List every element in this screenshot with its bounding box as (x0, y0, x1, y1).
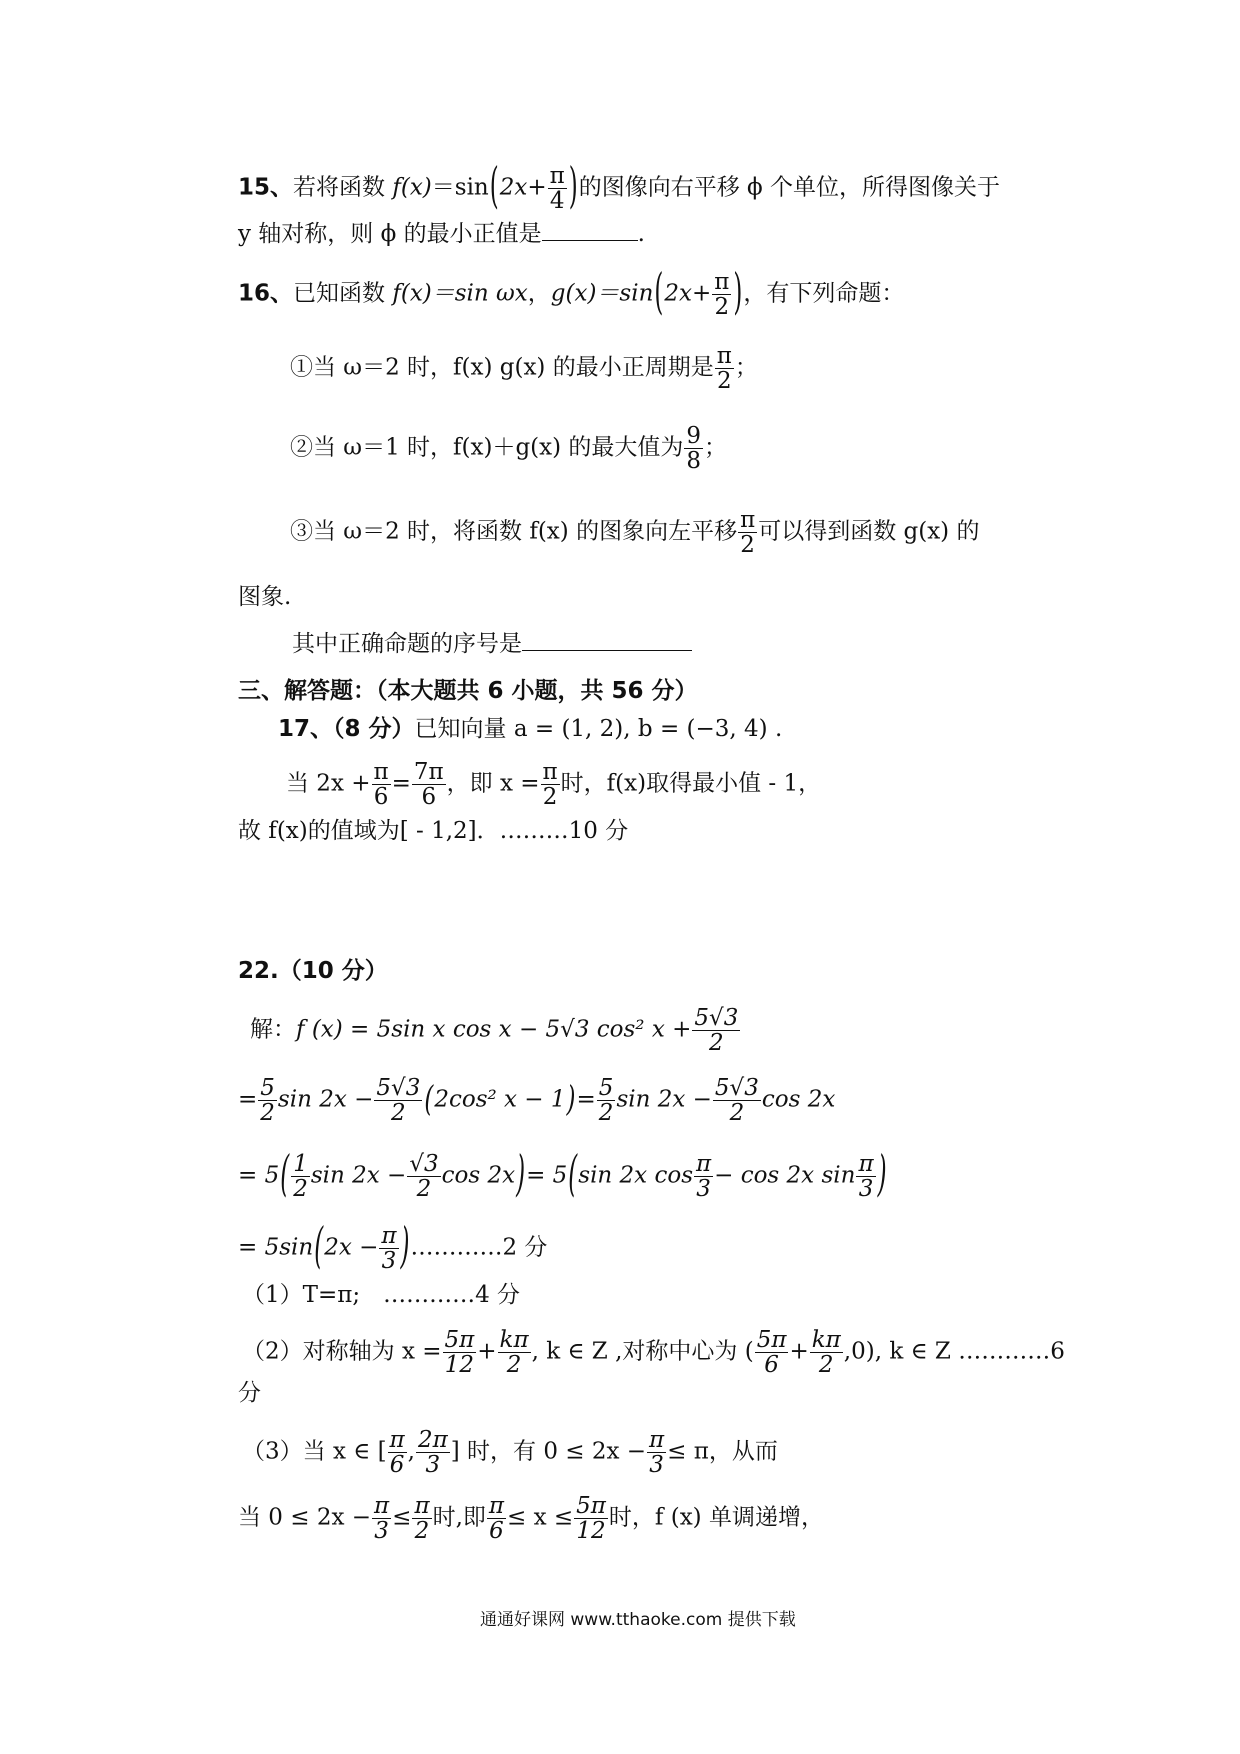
q15-line2: y 轴对称，则 ϕ 的最小正值是 . (238, 221, 645, 247)
fraction: $\frac{\pi}{2}$ (542, 759, 558, 811)
fraction: $\frac{5√3}{2}$ (714, 1075, 759, 1127)
fraction: $\frac{5\pi}{12}$ (576, 1493, 606, 1545)
fraction: $\frac{k\pi}{2}$ (811, 1327, 841, 1379)
fraction: $\frac{\pi}{6}$ (373, 759, 389, 811)
q16-line1: 16、已知函数 f(x)＝sin ωx，g(x)＝sin(2x+ $\frac{\pi}{2}$ )，有下列命题： (238, 266, 905, 321)
q22-number: 22.（10 分） (238, 958, 388, 984)
q17-line: 17、（8 分）已知向量 a = (1, 2), b = (−3, 4) . (278, 716, 783, 742)
fraction: $\frac{\pi}{2}$ (414, 1493, 430, 1545)
fraction: $\frac{\pi}{6}$ (488, 1493, 504, 1545)
q22-part2: （2）对称轴为 x = $\frac{5\pi}{12}$ + $\frac{k\pi}{2}$ , k ∈ Z ,对称中心为 ( $\frac{5\pi}{6}$ + $\frac{k\pi}{2}$ ,0), k ∈ Z …………6 (242, 1327, 1065, 1379)
q15-line1: 15、若将函数 f(x)＝sin(2x+ $\frac{\pi}{4}$ )的图像向右平移 ϕ 个单位，所得图像关于 (238, 160, 1001, 215)
q22-step4: = 5sin(2x − $\frac{\pi}{3}$ )…………2 分 (238, 1220, 548, 1275)
q22-part2-cont: 分 (238, 1380, 261, 1406)
fraction: $\frac{\pi}{4}$ (549, 163, 565, 215)
fraction: $\frac{\pi}{3}$ (696, 1151, 712, 1203)
q17-number: 17、（8 分） (278, 716, 415, 742)
fraction: $\frac{\pi}{2}$ (714, 269, 730, 321)
fraction: $\frac{5}{2}$ (598, 1075, 614, 1127)
page-footer: 通通好课网 www.tthaoke.com 提供下载 (480, 1610, 796, 1630)
fraction: $\frac{k\pi}{2}$ (499, 1327, 529, 1379)
q15-number: 15、 (238, 174, 294, 201)
fraction: $\frac{9}{8}$ (686, 423, 702, 475)
q22-part1: （1）T=π; …………4 分 (242, 1282, 521, 1308)
fraction: $\frac{7\pi}{6}$ (413, 759, 444, 811)
fraction: $\frac{\pi}{3}$ (858, 1151, 874, 1203)
fraction: $\frac{2\pi}{3}$ (417, 1427, 448, 1479)
q16-answer-prompt: 其中正确命题的序号是 (292, 632, 692, 656)
fraction: $\frac{5√3}{2}$ (376, 1075, 421, 1127)
q16-proposition-3: ③当 ω＝2 时，将函数 f(x) 的图象向左平移 $\frac{\pi}{2}$ 可以得到函数 g(x) 的 (290, 507, 980, 559)
q22-step1: 解：f (x) = 5sin x cos x − 5√3 cos² x + $\frac{5√3}{2}$ (250, 1005, 739, 1057)
fraction: $\frac{5}{2}$ (260, 1075, 275, 1127)
q22-step2: = $\frac{5}{2}$ sin 2x − $\frac{5√3}{2}$ (2cos² x − 1)= $\frac{5}{2}$ sin 2x − $\frac{5√3}{2}$ cos 2x (238, 1075, 836, 1127)
fraction: $\frac{\pi}{6}$ (389, 1427, 405, 1479)
fraction: $\frac{\pi}{2}$ (740, 507, 756, 559)
fraction: $\frac{1}{2}$ (293, 1151, 308, 1203)
fraction: $\frac{5√3}{2}$ (694, 1005, 739, 1057)
fraction: $\frac{\pi}{3}$ (381, 1223, 397, 1275)
q16-proposition-2: ②当 ω＝1 时，f(x)＋g(x) 的最大值为 $\frac{9}{8}$ ； (290, 423, 728, 475)
fraction: $\frac{5\pi}{6}$ (756, 1327, 787, 1379)
fragment-line1: 当 2x + $\frac{\pi}{6}$ = $\frac{7\pi}{6}$ ，即 x = $\frac{\pi}{2}$ 时，f(x)取得最小值 - 1， (286, 759, 822, 811)
q16-proposition-3-cont: 图象. (238, 584, 292, 610)
fraction: $\frac{5\pi}{12}$ (444, 1327, 475, 1379)
q22-part3: （3）当 x ∈ [ $\frac{\pi}{6}$ , $\frac{2\pi}{3}$ ] 时，有 0 ≤ 2x − $\frac{\pi}{3}$ ≤ π，从而 (242, 1427, 778, 1479)
q16-proposition-1: ①当 ω＝2 时，f(x) g(x) 的最小正周期是 $\frac{\pi}{2}$ ； (290, 343, 758, 395)
q16-number: 16、 (238, 280, 294, 307)
answer-blank (542, 222, 638, 241)
fraction: $\frac{√3}{2}$ (409, 1151, 439, 1203)
fraction: $\frac{\pi}{2}$ (716, 343, 732, 395)
fragment-line2: 故 f(x)的值域为[ - 1,2]．………10 分 (238, 818, 629, 844)
q22-step3: = 5( $\frac{1}{2}$ sin 2x − $\frac{√3}{2}$ cos 2x)= 5(sin 2x cos $\frac{\pi}{3}$ − cos 2x sin $\frac{\pi}{3}$ ) (238, 1148, 887, 1203)
answer-blank (522, 632, 692, 651)
fraction: $\frac{\pi}{3}$ (649, 1427, 665, 1479)
q22-part3-cont: 当 0 ≤ 2x − $\frac{\pi}{3}$ ≤ $\frac{\pi}{2}$ 时,即 $\frac{\pi}{6}$ ≤ x ≤ $\frac{5\pi}{12}$ 时，f (x) 单调递增， (238, 1493, 824, 1545)
fraction: $\frac{\pi}{3}$ (374, 1493, 390, 1545)
section-title: 三、解答题：（本大题共 6 小题，共 56 分） (238, 678, 698, 704)
